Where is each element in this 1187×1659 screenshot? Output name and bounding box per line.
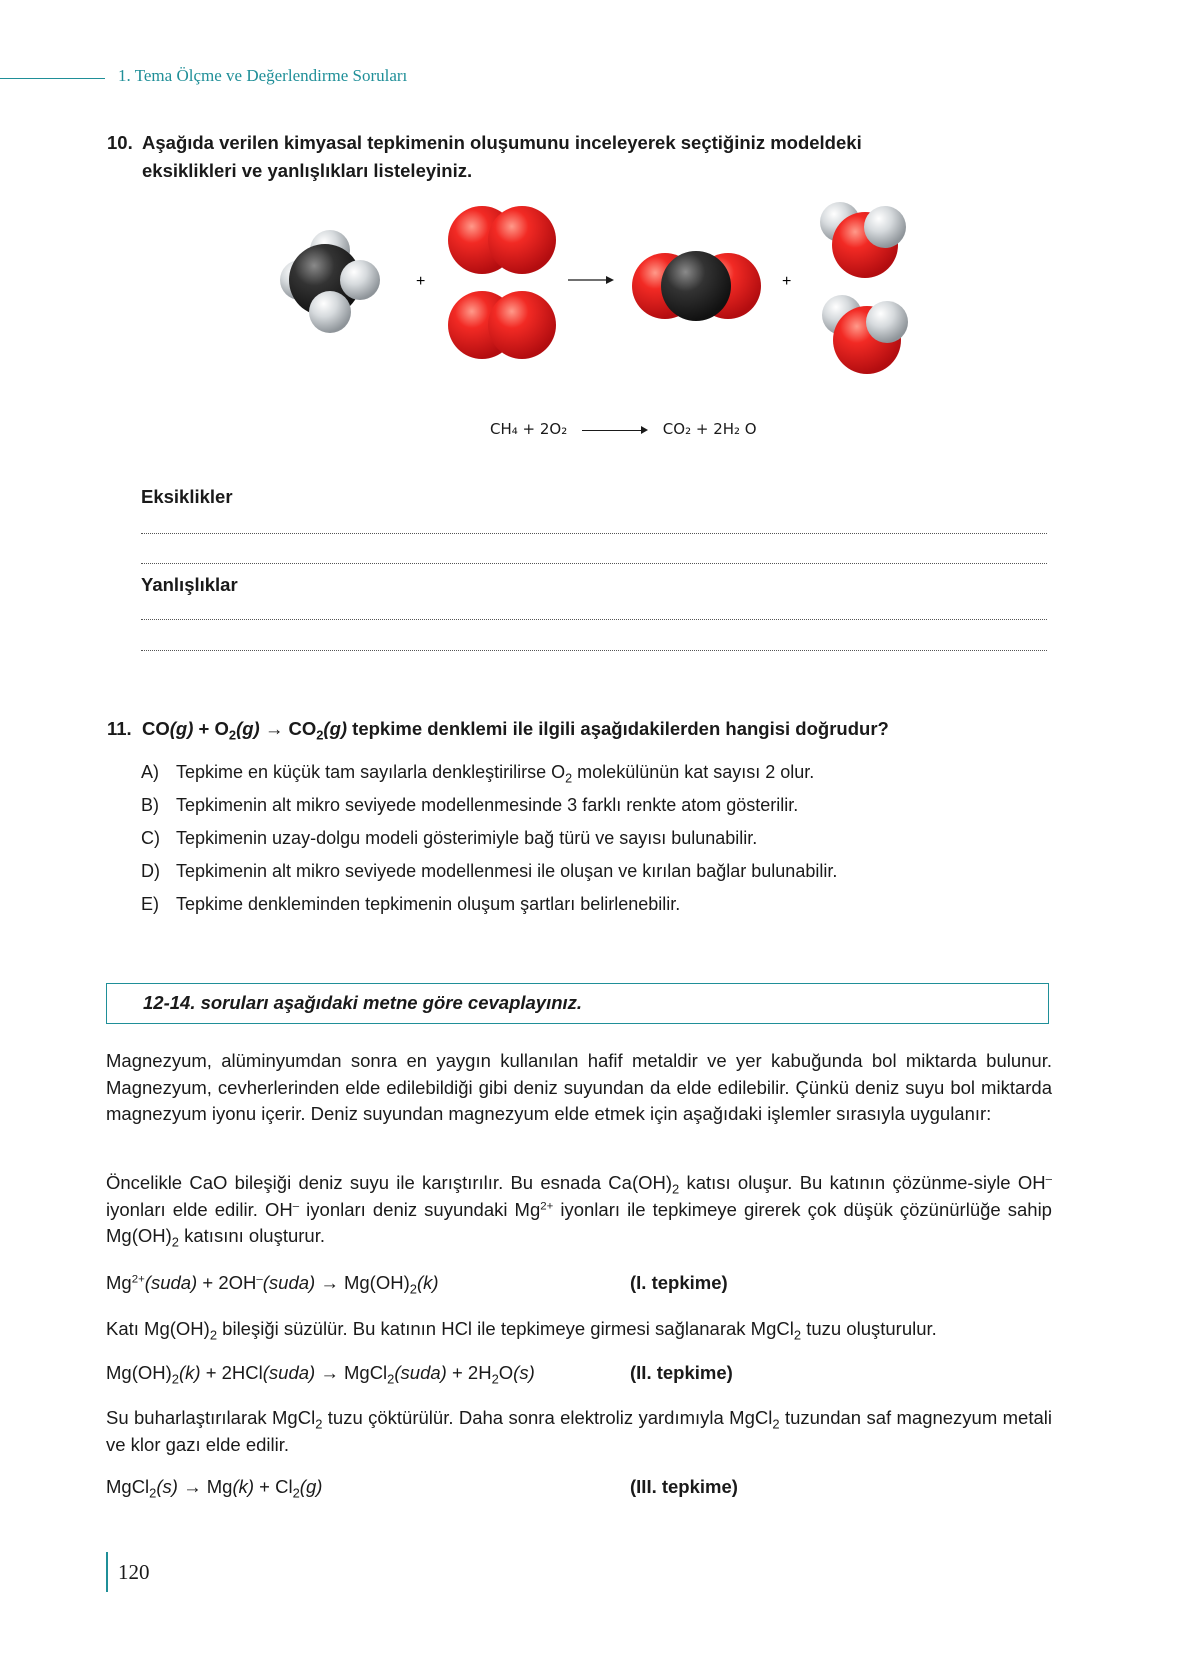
water-molecule [820, 202, 906, 278]
hydrogen-atom [309, 291, 351, 333]
reaction-2: $Mg(OH)_2(k)$ + 2HCl(suda) → MgCl$_2$(suda) + $2H_2O(s)$ [106, 1362, 535, 1387]
reaction-3: MgCl$_2$(s) → $Mg(k) + Cl_2(g)$ [106, 1476, 323, 1501]
header-title: 1. Tema Ölçme ve Değerlendirme Soruları [118, 66, 408, 85]
option-text: Tepkime denkleminden tepkimenin oluşum şartları belirlenebilir. [176, 894, 681, 914]
option-text: Tepkime en küçük tam sayılarla denkleştirilirse $O_2$ molekülünün kat sayısı 2 olur. [176, 762, 815, 786]
plus-sign: + [782, 273, 792, 290]
passage-paragraph-1: Magnezyum, alüminyumdan sonra en yaygın kullanılan hafif metaldir ve yer kabuğunda bol miktarda bulunur. Magnezyum, cevherlerinden elde edilebildiği gibi deniz suyundan da elde edilebilir. Çünkü deniz suyu bol miktarda magnezyum iyonu içerir. Deniz suyundan magnezyum elde etmek için aşağıdaki işlemler sırasıyla uygulanır: [106, 1050, 1052, 1124]
water-molecule [822, 295, 908, 374]
option-a[interactable]: A) Tepkime en küçük tam sayılarla denkleştirilirse $O_2$ molekülünün kat sayısı 2 olur. [141, 762, 1041, 795]
reaction-1-label: (I. tepkime) [630, 1272, 728, 1293]
equation-arrow [582, 425, 648, 435]
answer-line[interactable] [141, 563, 1047, 564]
reaction-3-label: (III. tepkime) [630, 1476, 738, 1497]
page-number-bar [106, 1552, 108, 1592]
handwritten-equation [490, 420, 757, 438]
reaction-1: $Mg^{2+}(suda)$ + 2OH–(suda) → $Mg(OH)_2(k)$ [106, 1272, 439, 1297]
instruction-text: 12-14. soruları aşağıdaki metne göre cevaplayınız. [143, 992, 583, 1013]
passage-paragraph-3: Katı $Mg(OH)_2$ bileşiği süzülür. Bu katının HCl ile tepkimeye girmesi sağlanarak MgCl$_2$ tuzu oluşturulur. [106, 1318, 937, 1343]
oxygen-molecule [448, 206, 556, 274]
reaction-model-figure [0, 200, 1187, 380]
passage-paragraph-4: Su buharlaştırılarak MgCl$_2$ tuzu çöktürülür. Daha sonra elektroliz yardımıyla MgCl$_2$ tuzundan saf magnezyum metali ve klor gazı elde edilir. [106, 1407, 1052, 1455]
header-rule [0, 78, 105, 79]
passage-paragraph-2: Öncelikle CaO bileşiği deniz suyu ile karıştırılır. Bu esnada $Ca(OH)_2$ katısı oluşur. Bu katının çözünme-siyle OH– iyonları elde edilir. OH– iyonları deniz suyundaki $Mg^{2+}$ iyonları ile tepkimeye girerek çok düşük çözünürlüğe sahip $Mg(OH)_2$ katısını oluşturur. [106, 1172, 1052, 1250]
option-text: Tepkimenin uzay-dolgu modeli gösterimiyle bağ türü ve sayısı bulunabilir. [176, 828, 758, 848]
option-e[interactable]: E) Tepkime denkleminden tepkimenin oluşum şartları belirlenebilir. [141, 894, 1041, 927]
question-text-line-1: Aşağıda verilen kimyasal tepkimenin oluşumunu inceleyerek seçtiğiniz modeldeki [142, 132, 862, 153]
plus-sign: + [416, 273, 426, 290]
oxygen-atom [488, 291, 556, 359]
option-c[interactable]: C) Tepkimenin uzay-dolgu modeli gösterimiyle bağ türü ve sayısı bulunabilir. [141, 828, 1041, 861]
reaction-2-label: (II. tepkime) [630, 1362, 733, 1383]
methane-molecule [280, 230, 380, 333]
question-10 [107, 129, 1007, 185]
option-text: Tepkimenin alt mikro seviyede modellenmesi ile oluşan ve kırılan bağlar bulunabilir. [176, 861, 838, 881]
hydrogen-atom [866, 301, 908, 343]
label-missing: Eksiklikler [141, 486, 233, 507]
oxygen-molecule [448, 291, 556, 359]
reaction-arrow [568, 276, 614, 284]
equation-products: CO₂ + 2H₂ O [662, 420, 757, 438]
option-d[interactable]: D) Tepkimenin alt mikro seviyede modellenmesi ile oluşan ve kırılan bağlar bulunabilir. [141, 861, 1041, 894]
equation-reactants: CH₄ + 2O₂ [490, 420, 568, 438]
hydrogen-atom [864, 206, 906, 248]
option-text: Tepkimenin alt mikro seviyede modellenmesinde 3 farklı renkte atom gösterilir. [176, 795, 799, 815]
question-number: 11. [107, 718, 132, 739]
answer-line[interactable] [141, 533, 1047, 534]
carbon-atom [661, 251, 731, 321]
question-number: 10. [107, 132, 133, 153]
answer-line[interactable] [141, 619, 1047, 620]
question-11 [107, 715, 1087, 743]
answer-line[interactable] [141, 650, 1047, 651]
oxygen-atom [488, 206, 556, 274]
page-number: 120 [118, 1560, 150, 1584]
question-stem: $CO(g) + O_2(g) \to CO_2(g)$ tepkime denklemi ile ilgili aşağıdakilerden hangisi doğrudur? [142, 718, 889, 743]
hydrogen-atom [340, 260, 380, 300]
question-text-line-2: eksiklikleri ve yanlışlıkları listeleyiniz. [142, 160, 473, 181]
label-wrong: Yanlışlıklar [141, 574, 238, 595]
answer-options [141, 762, 1041, 927]
carbon-dioxide-molecule [632, 251, 761, 321]
option-b[interactable]: B) Tepkimenin alt mikro seviyede modellenmesinde 3 farklı renkte atom gösterilir. [141, 795, 1041, 828]
instruction-box [106, 983, 1049, 1024]
